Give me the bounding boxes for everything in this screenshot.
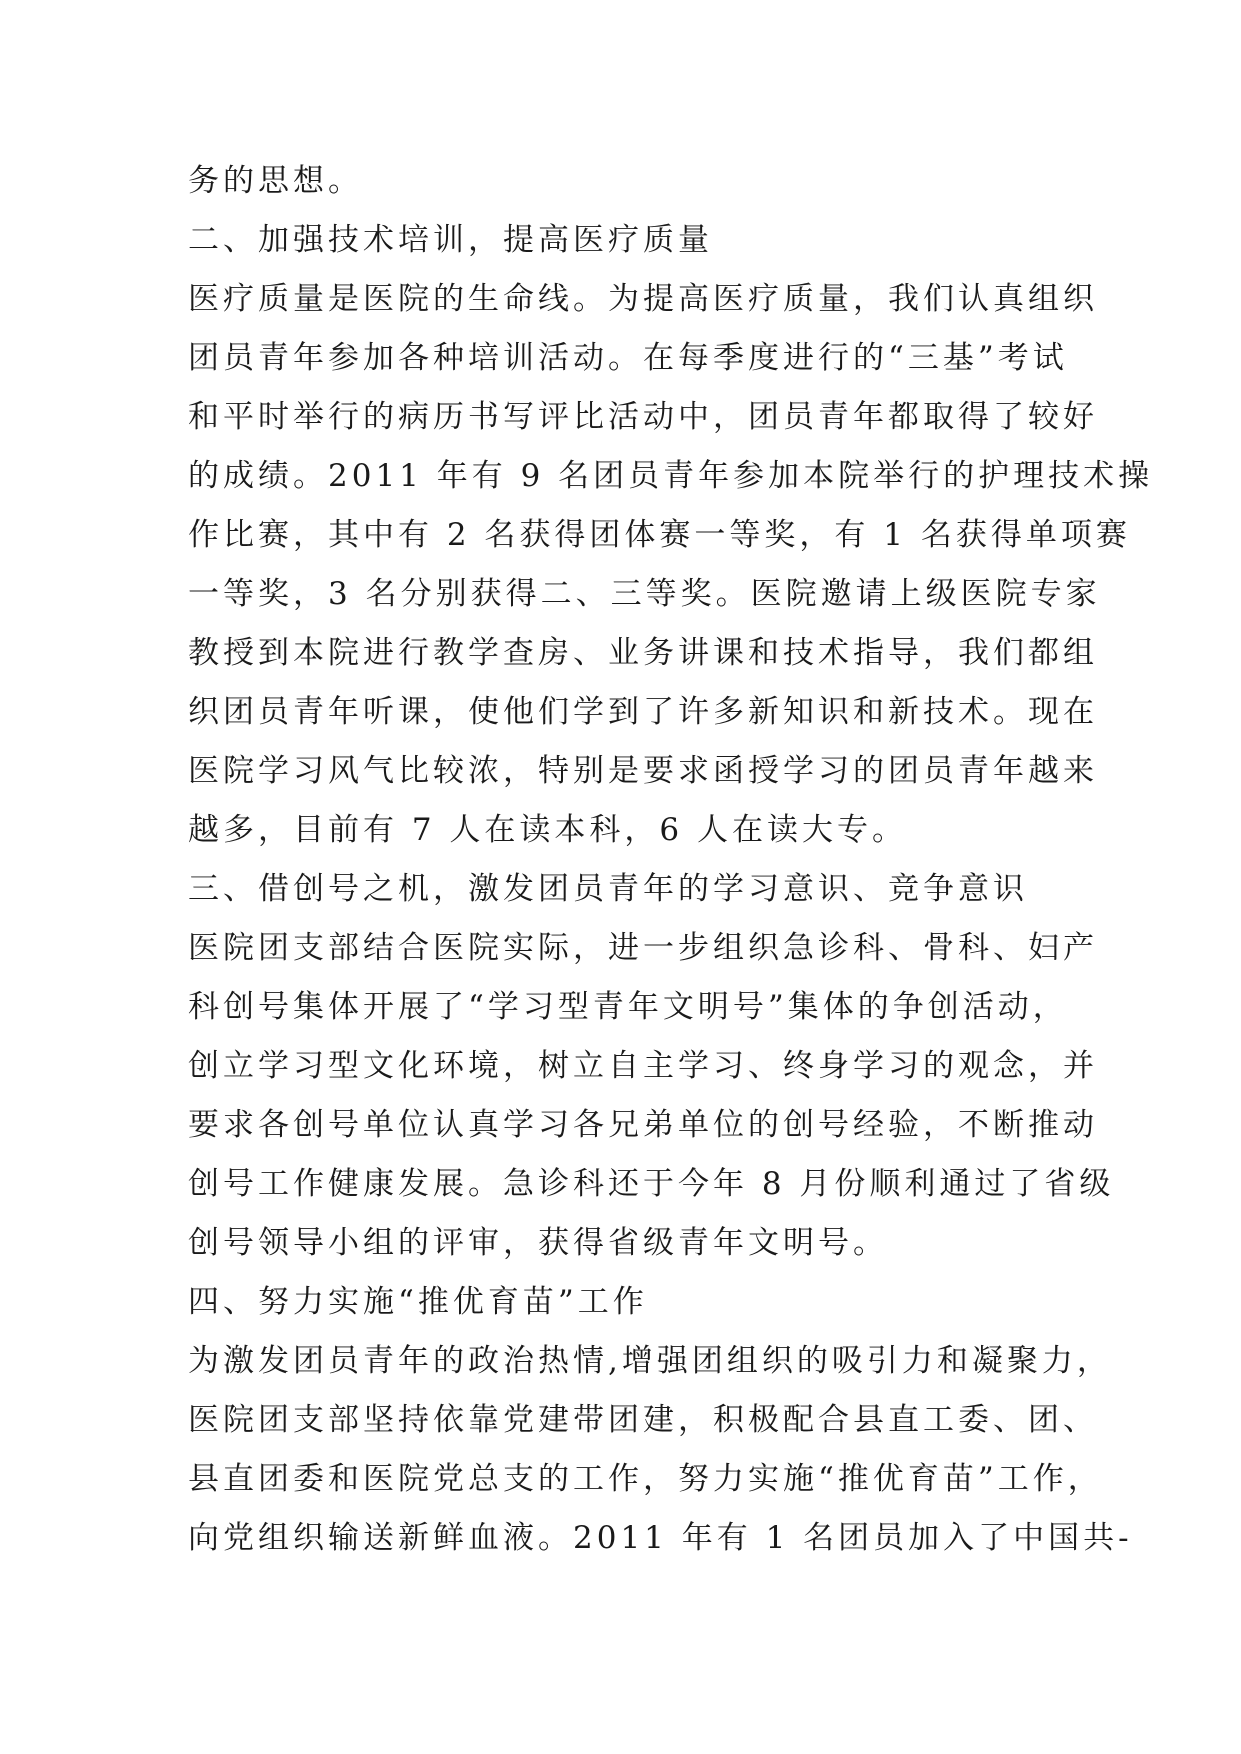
text-line: 越多，目前有 7 人在读本科，6 人在读大专。 <box>188 812 908 848</box>
text-line: 医院团支部坚持依靠党建带团建，积极配合县直工委、团、 <box>188 1402 1098 1438</box>
section-heading: 四、努力实施“推优育苗”工作 <box>188 1284 648 1320</box>
text-line: 医院团支部结合医院实际，进一步组织急诊科、骨科、妇产 <box>188 930 1098 966</box>
text-line: 织团员青年听课，使他们学到了许多新知识和新技术。现在 <box>188 694 1098 730</box>
text-line: 创号工作健康发展。急诊科还于今年 8 月份顺利通过了省级 <box>188 1166 1115 1202</box>
text-line: 一等奖，3 名分别获得二、三等奖。医院邀请上级医院专家 <box>188 576 1101 612</box>
text-line: 要求各创号单位认真学习各兄弟单位的创号经验，不断推动 <box>188 1107 1098 1143</box>
text-line: 创号领导小组的评审，获得省级青年文明号。 <box>188 1225 888 1261</box>
text-line: 团员青年参加各种培训活动。在每季度进行的“三基”考试 <box>188 340 1068 376</box>
text-line: 作比赛，其中有 2 名获得团体赛一等奖，有 1 名获得单项赛 <box>188 517 1131 553</box>
text-line: 和平时举行的病历书写评比活动中，团员青年都取得了较好 <box>188 399 1098 435</box>
text-line: 务的思想。 <box>188 163 363 199</box>
text-line: 科创号集体开展了“学习型青年文明号”集体的争创活动， <box>188 989 1068 1025</box>
text-line: 为激发团员青年的政治热情,增强团组织的吸引力和凝聚力， <box>188 1343 1112 1379</box>
text-line: 医疗质量是医院的生命线。为提高医疗质量，我们认真组织 <box>188 281 1098 317</box>
section-heading: 二、加强技术培训，提高医疗质量 <box>188 222 713 258</box>
text-line: 教授到本院进行教学查房、业务讲课和技术指导，我们都组 <box>188 635 1098 671</box>
text-line: 创立学习型文化环境，树立自主学习、终身学习的观念，并 <box>188 1048 1098 1084</box>
text-line: 的成绩。2011 年有 9 名团员青年参加本院举行的护理技术操 <box>188 458 1154 494</box>
document-body <box>188 152 1154 1568</box>
section-heading: 三、借创号之机，激发团员青年的学习意识、竞争意识 <box>188 871 1028 907</box>
text-line: 县直团委和医院党总支的工作，努力实施“推优育苗”工作， <box>188 1461 1103 1497</box>
text-line: 向党组织输送新鲜血液。2011 年有 1 名团员加入了中国共- <box>188 1520 1133 1556</box>
text-line: 医院学习风气比较浓，特别是要求函授学习的团员青年越来 <box>188 753 1098 789</box>
